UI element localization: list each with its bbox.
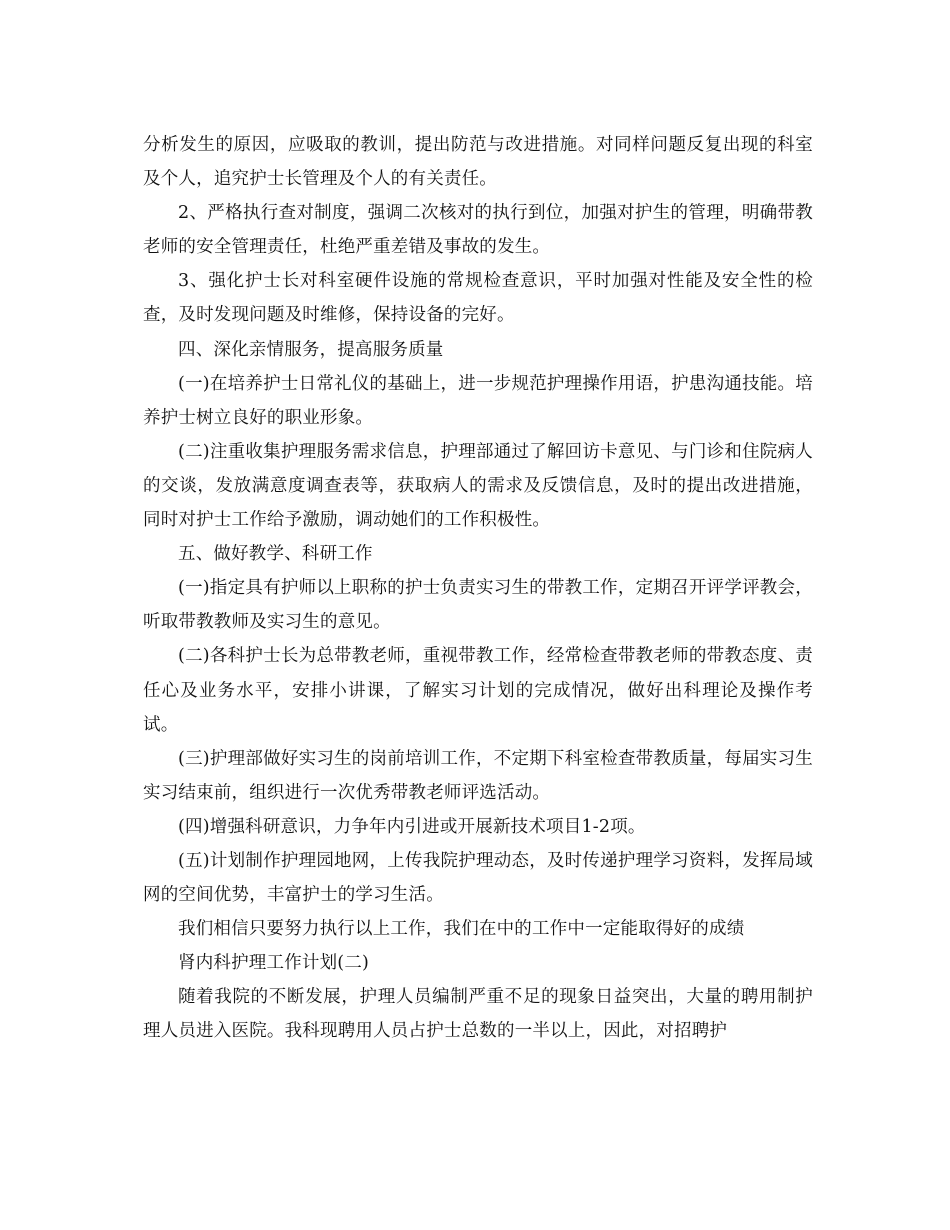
document-body [143, 128, 813, 1049]
paragraph-5-4: (四)增强科研意识，力争年内引进或开展新技术项目1-2项。 [178, 816, 646, 837]
paragraph-5-5: (五)计划制作护理园地网，上传我院护理动态，及时传递护理学习资料，发挥局域网的空间优势，丰富护士的学习生活。 [143, 850, 813, 906]
paragraph-5-2: (二)各科护士长为总带教老师，重视带教工作，经常检查带教老师的带教态度、责任心及业务水平，安排小讲课，了解实习计划的完成情况，做好出科理论及操作考试。 [143, 646, 813, 735]
closing-paragraph: 我们相信只要努力执行以上工作，我们在中的工作中一定能取得好的成绩 [178, 919, 745, 940]
paragraph-2: 2、严格执行查对制度，强调二次核对的执行到位，加强对护生的管理，明确带教老师的安全管理责任，杜绝严重差错及事故的发生。 [143, 203, 813, 258]
paragraph-plan-intro: 随着我院的不断发展，护理人员编制严重不足的现象日益突出，大量的聘用制护理人员进入医院。我科现聘用人员占护士总数的一半以上，因此，对招聘护 [143, 987, 813, 1042]
paragraph-5-1: (一)指定具有护师以上职称的护士负责实习生的带教工作，定期召开评学评教会，听取带教教师及实习生的意见。 [143, 578, 813, 633]
paragraph-3: 3、强化护士长对科室硬件设施的常规检查意识，平时加强对性能及安全性的检查，及时发现问题及时维修，保持设备的完好。 [143, 271, 813, 326]
plan-title: 肾内科护理工作计划(二) [178, 953, 370, 974]
paragraph-5-3: (三)护理部做好实习生的岗前培训工作，不定期下科室检查带教质量，每届实习生实习结束前，组织进行一次优秀带教老师评选活动。 [143, 748, 813, 803]
paragraph-4-1: (一)在培养护士日常礼仪的基础上，进一步规范护理操作用语，护患沟通技能。培养护士树立良好的职业形象。 [143, 373, 813, 428]
section-heading-5: 五、做好教学、科研工作 [178, 544, 373, 565]
paragraph-4-2: (二)注重收集护理服务需求信息，护理部通过了解回访卡意见、与门诊和住院病人的交谈，发放满意度调查表等，获取病人的需求及反馈信息，及时的提出改进措施，同时对护士工作给予激励，调动她们的工作积极性。 [143, 441, 813, 531]
section-heading-4: 四、深化亲情服务，提高服务质量 [178, 339, 444, 360]
paragraph-1: 分析发生的原因，应吸取的教训，提出防范与改进措施。对同样问题反复出现的科室及个人，追究护士长管理及个人的有关责任。 [143, 135, 813, 190]
